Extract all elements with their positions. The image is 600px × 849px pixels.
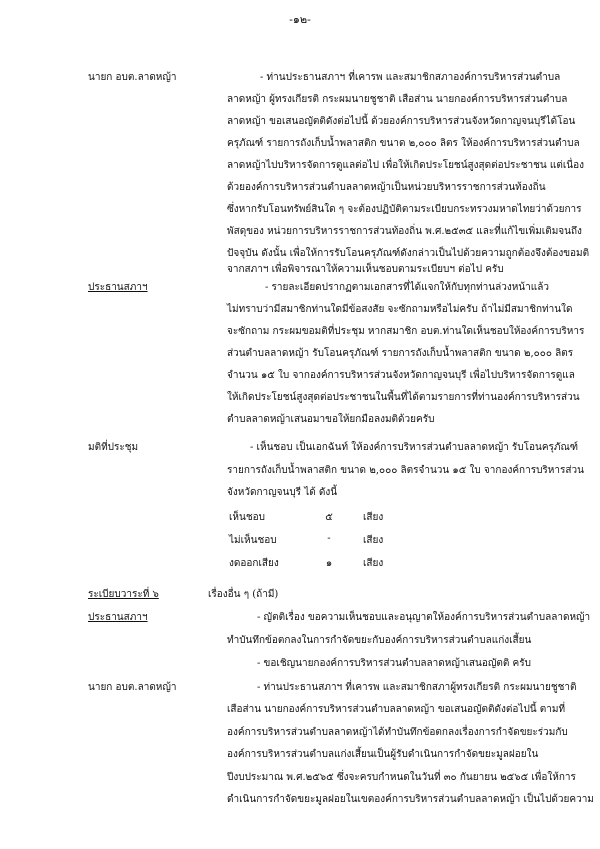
- text-line: จะซักถาม กระผมขอมติที่ประชุม หากสมาชิก อบต.ท่านใดเห็นชอบให้องค์การบริหาร: [227, 326, 585, 337]
- vote-count: ๑: [325, 558, 333, 569]
- text-line: - ท่านประธานสภาฯ ที่เคารพ และสมาชิกสภาองค์การบริหารส่วนตำบล: [260, 72, 561, 83]
- text-line: ตำบลลาดหญ้าเสนอมาขอให้ยกมือลงมติด้วยครับ: [227, 414, 435, 425]
- text-line: ด้วยองค์การบริหารส่วนตำบลลาดหญ้าเป็นหน่วยบริหารราชการส่วนท้องถิ่น: [227, 182, 546, 193]
- text-line: ครุภัณฑ์ รายการถังเก็บน้ำพลาสติก ขนาด ๒,๐๐๐ ลิตร ให้องค์การบริหารส่วนตำบล: [227, 138, 580, 149]
- text-line: องค์การบริหารส่วนตำบลแก่งเสี้ยนเป็นผู้รับดำเนินการกำจัดขยะมูลฝอยใน: [227, 749, 539, 760]
- text-line: ซึ่งหากรับโอนทรัพย์สินใด ๆ จะต้องปฏิบัติตามระเบียบกระทรวงมหาดไทยว่าด้วยการ: [227, 204, 582, 215]
- text-line: - รายละเอียดปรากฏตามเอกสารที่ได้แจกให้กับทุกท่านล่วงหน้าแล้ว: [265, 282, 549, 293]
- vote-unit: เสียง: [363, 558, 384, 569]
- vote-label: เห็นชอบ: [229, 512, 265, 523]
- text-line: ให้เกิดประโยชน์สูงสุดต่อประชาชนในพื้นที่ได้ตามรายการที่ท่านองค์การบริหารส่วน: [227, 392, 580, 403]
- vote-count: ๕: [325, 512, 333, 523]
- text-line: ดำเนินการกำจัดขยะมูลฝอยในเขตองค์การบริหารส่วนตำบลลาดหญ้า เป็นไปด้วยความ: [227, 794, 594, 805]
- text-line: รายการถังเก็บน้ำพลาสติก ขนาด ๒,๐๐๐ ลิตรจำนวน ๑๕ ใบ จากองค์การบริหารส่วน: [227, 465, 584, 476]
- text-line: จังหวัดกาญจนบุรี ได้ ดังนี้: [227, 487, 338, 498]
- text-line: - ท่านประธานสภาฯ ที่เคารพ และสมาชิกสภาผู้ทรงเกียรติ กระผมนายชูชาติ: [257, 682, 577, 693]
- text-line: ส่วนตำบลลาดหญ้า รับโอนครุภัณฑ์ รายการถังเก็บน้ำพลาสติก ขนาด ๒,๐๐๐ ลิตร: [227, 348, 574, 359]
- text-line: จากสภาฯ เพื่อพิจารณาให้ความเห็นชอบตามระเบียบฯ ต่อไป ครับ: [227, 264, 504, 275]
- text-line: ทำบันทึกข้อตกลงในการกำจัดขยะกับองค์การบริหารส่วนตำบลแก่งเสี้ยน: [227, 635, 532, 646]
- agenda-title: เรื่องอื่น ๆ (ถ้ามี): [208, 589, 279, 600]
- vote-label: งดออกเสียง: [229, 558, 279, 569]
- text-line: ปีงบประมาณ พ.ศ.๒๕๖๕ ซึ่งจะครบกำหนดในวันที่ ๓๐ กันยายน ๒๕๖๕ เพื่อให้การ: [227, 772, 576, 783]
- agenda-label: ระเบียบวาระที่ ๖: [88, 589, 159, 600]
- vote-unit: เสียง: [363, 512, 384, 523]
- text-line: จำนวน ๑๕ ใบ จากองค์การบริหารส่วนจังหวัดกาญจนบุรี เพื่อไปบริหารจัดการดูแล: [227, 370, 575, 381]
- page-number: -๑๒-: [289, 13, 311, 26]
- text-line: พัสดุของ หน่วยการบริหารราชการส่วนท้องถิ่น พ.ศ.๒๕๓๕ และที่แก้ไขเพิ่มเติมจนถึง: [227, 226, 582, 237]
- speaker-label-mayor: นายก อบต.ลาดหญ้า: [88, 72, 177, 83]
- text-line: ไม่ทราบว่ามีสมาชิกท่านใดมีข้อสงสัย จะซักถามหรือไม่ครับ ถ้าไม่มีสมาชิกท่านใด: [227, 304, 573, 315]
- text-line: เสือส่าน นายกองค์การบริหารส่วนตำบลลาดหญ้า ขอเสนอญัตติดังต่อไปนี้ ตามที่: [227, 704, 566, 715]
- vote-unit: เสียง: [363, 535, 384, 546]
- text-line: องค์การบริหารส่วนตำบลลาดหญ้าได้ทำบันทึกข้อตกลงเรื่องการกำจัดขยะร่วมกับ: [227, 727, 568, 738]
- text-line: ลาดหญ้าไปบริหารจัดการดูแลต่อไป เพื่อให้เกิดประโยชน์สูงสุดต่อประชาชน แต่เนื่อง: [227, 160, 585, 171]
- vote-label: ไม่เห็นชอบ: [229, 535, 277, 546]
- resolution-label: มติที่ประชุม: [88, 442, 139, 453]
- text-line: ลาดหญ้า ขอเสนอญัตติดังต่อไปนี้ ด้วยองค์การบริหารส่วนจังหวัดกาญจนบุรีได้โอน: [227, 116, 576, 127]
- speaker-label-chair: ประธานสภาฯ: [88, 282, 148, 293]
- text-line: - ญัตติเรื่อง ขอความเห็นชอบและอนุญาตให้องค์การบริหารส่วนตำบลลาดหญ้า: [257, 612, 591, 623]
- text-line: ลาดหญ้า ผู้ทรงเกียรติ กระผมนายชูชาติ เสือส่าน นายกองค์การบริหารส่วนตำบล: [227, 94, 568, 105]
- speaker-label-chair: ประธานสภาฯ: [88, 612, 148, 623]
- vote-count: -: [327, 533, 331, 544]
- text-line: ปัจจุบัน ดังนั้น เพื่อให้การรับโอนครุภัณฑ์ดังกล่าวเป็นไปด้วยความถูกต้องจึงต้องขอมติ: [227, 248, 590, 259]
- text-line: - เห็นชอบ เป็นเอกฉันท์ ให้องค์การบริหารส่วนตำบลลาดหญ้า รับโอนครุภัณฑ์: [250, 442, 579, 453]
- speaker-label-mayor: นายก อบต.ลาดหญ้า: [88, 682, 177, 693]
- text-line: - ขอเชิญนายกองค์การบริหารส่วนตำบลลาดหญ้าเสนอญัตติ ครับ: [257, 658, 531, 669]
